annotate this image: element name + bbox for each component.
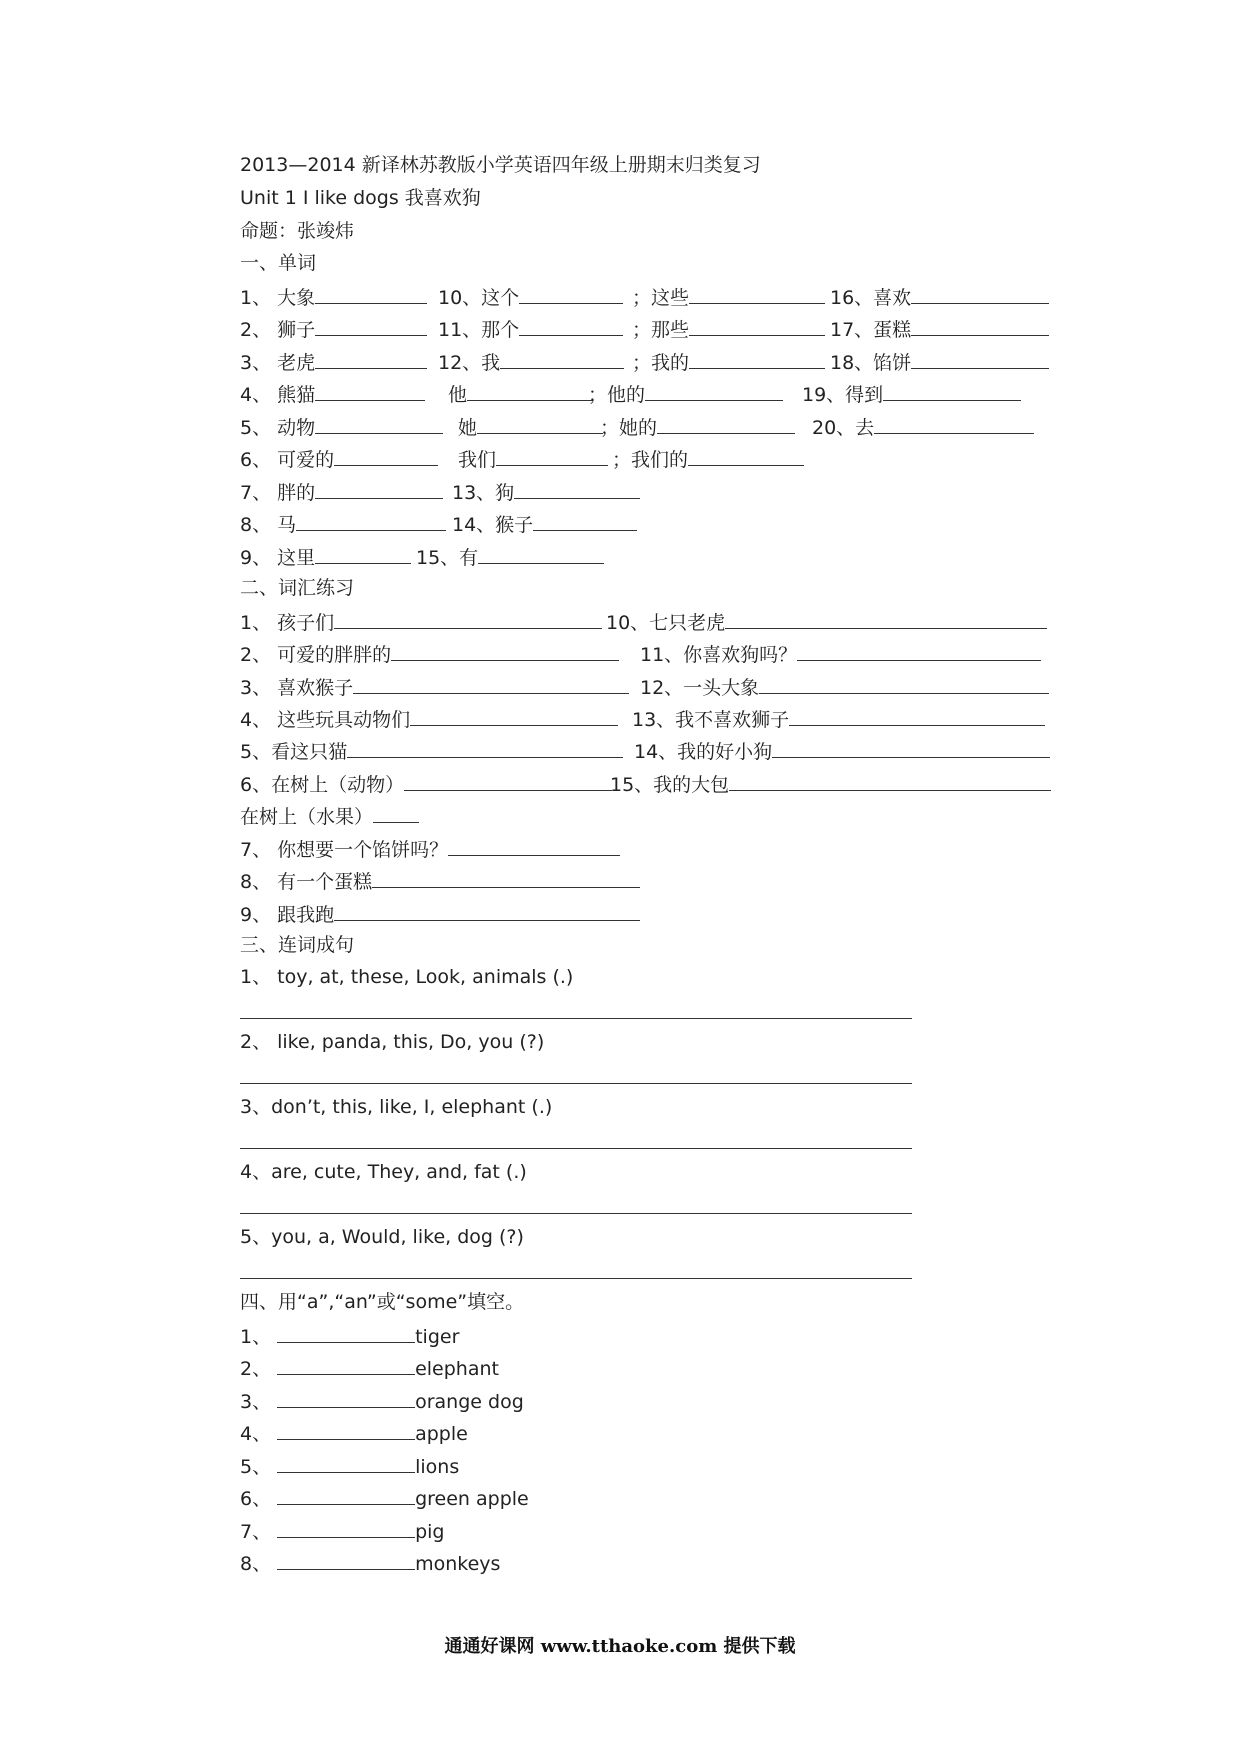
word-item: 7、 胖的 <box>240 479 443 505</box>
section-3-heading: 三、连词成句 <box>240 934 355 956</box>
phrase-item: 1、 孩子们 <box>240 609 602 635</box>
word-item: ；他的 <box>588 381 783 407</box>
fill-item: 4、 apple <box>240 1420 468 1446</box>
word-item: 19、得到 <box>802 381 1021 407</box>
word-item: ；她的 <box>600 414 795 440</box>
word-item: 18、馅饼 <box>830 349 1049 375</box>
fill-item: 8、 monkeys <box>240 1550 500 1576</box>
word-item: 13、狗 <box>452 479 640 505</box>
sentence-prompt: 3、don’t, this, like, I, elephant (.) <box>240 1096 553 1118</box>
phrase-item: 11、你喜欢狗吗？ <box>640 641 1041 667</box>
unit-title: Unit 1 I like dogs 我喜欢狗 <box>240 187 481 209</box>
word-item: 2、 狮子 <box>240 316 427 342</box>
phrase-item: 12、一头大象 <box>640 674 1049 700</box>
word-item: 她 <box>458 414 603 440</box>
fill-item: 1、 tiger <box>240 1323 459 1349</box>
answer-line <box>240 1083 912 1084</box>
word-item: 20、去 <box>812 414 1034 440</box>
fill-item: 2、 elephant <box>240 1355 499 1381</box>
page-title: 2013—2014 新译林苏教版小学英语四年级上册期末归类复习 <box>240 154 761 176</box>
sentence-prompt: 1、 toy, at, these, Look, animals (.) <box>240 966 574 988</box>
phrase-item: 9、 跟我跑 <box>240 901 640 927</box>
word-item: 1、 大象 <box>240 284 427 310</box>
word-item: 14、猴子 <box>452 511 637 537</box>
word-item: 9、 这里 <box>240 544 411 570</box>
word-item: ；这些 <box>632 284 825 310</box>
author-line: 命题：张竣炜 <box>240 220 355 242</box>
section-4-heading: 四、用“a”,“an”或“some”填空。 <box>240 1291 525 1313</box>
phrase-item: 6、在树上（动物） <box>240 771 612 797</box>
fill-item: 5、 lions <box>240 1453 459 1479</box>
section-1-heading: 一、单词 <box>240 252 317 274</box>
word-item: 15、有 <box>416 544 604 570</box>
fill-item: 7、 pig <box>240 1518 445 1544</box>
answer-line <box>240 1278 912 1279</box>
answer-line <box>240 1148 912 1149</box>
phrase-item: 5、看这只猫 <box>240 738 623 764</box>
word-item: 6、 可爱的 <box>240 446 438 472</box>
footer-credit: 通通好课网 www.tthaoke.com 提供下载 <box>444 1636 796 1657</box>
phrase-item: 在树上（水果） <box>240 803 419 829</box>
word-item: 我们 <box>458 446 608 472</box>
phrase-item: 2、 可爱的胖胖的 <box>240 641 619 667</box>
phrase-item: 10、七只老虎 <box>606 609 1047 635</box>
word-item: 3、 老虎 <box>240 349 427 375</box>
word-item: 4、 熊猫 <box>240 381 425 407</box>
word-item: ；我们的 <box>612 446 804 472</box>
phrase-item: 4、 这些玩具动物们 <box>240 706 618 732</box>
word-item: 16、喜欢 <box>830 284 1049 310</box>
section-2-heading: 二、词汇练习 <box>240 577 355 599</box>
phrase-item: 13、我不喜欢狮子 <box>632 706 1045 732</box>
word-item: 8、 马 <box>240 511 446 537</box>
phrase-item: 15、我的大包 <box>610 771 1051 797</box>
word-item: 他 <box>448 381 593 407</box>
fill-item: 3、 orange dog <box>240 1388 524 1414</box>
word-item: 12、我 <box>438 349 624 375</box>
phrase-item: 8、 有一个蛋糕 <box>240 868 640 894</box>
word-item: 11、那个 <box>438 316 623 342</box>
word-item: ；我的 <box>632 349 825 375</box>
phrase-item: 3、 喜欢猴子 <box>240 674 629 700</box>
word-item: ；那些 <box>632 316 825 342</box>
sentence-prompt: 4、are, cute, They, and, fat (.) <box>240 1161 527 1183</box>
answer-line <box>240 1213 912 1214</box>
phrase-item: 7、 你想要一个馅饼吗？ <box>240 836 620 862</box>
answer-line <box>240 1018 912 1019</box>
word-item: 10、这个 <box>438 284 623 310</box>
word-item: 17、蛋糕 <box>830 316 1049 342</box>
word-item: 5、 动物 <box>240 414 443 440</box>
fill-item: 6、 green apple <box>240 1485 529 1511</box>
sentence-prompt: 5、you, a, Would, like, dog (?) <box>240 1226 524 1248</box>
sentence-prompt: 2、 like, panda, this, Do, you (?) <box>240 1031 545 1053</box>
phrase-item: 14、我的好小狗 <box>634 738 1050 764</box>
